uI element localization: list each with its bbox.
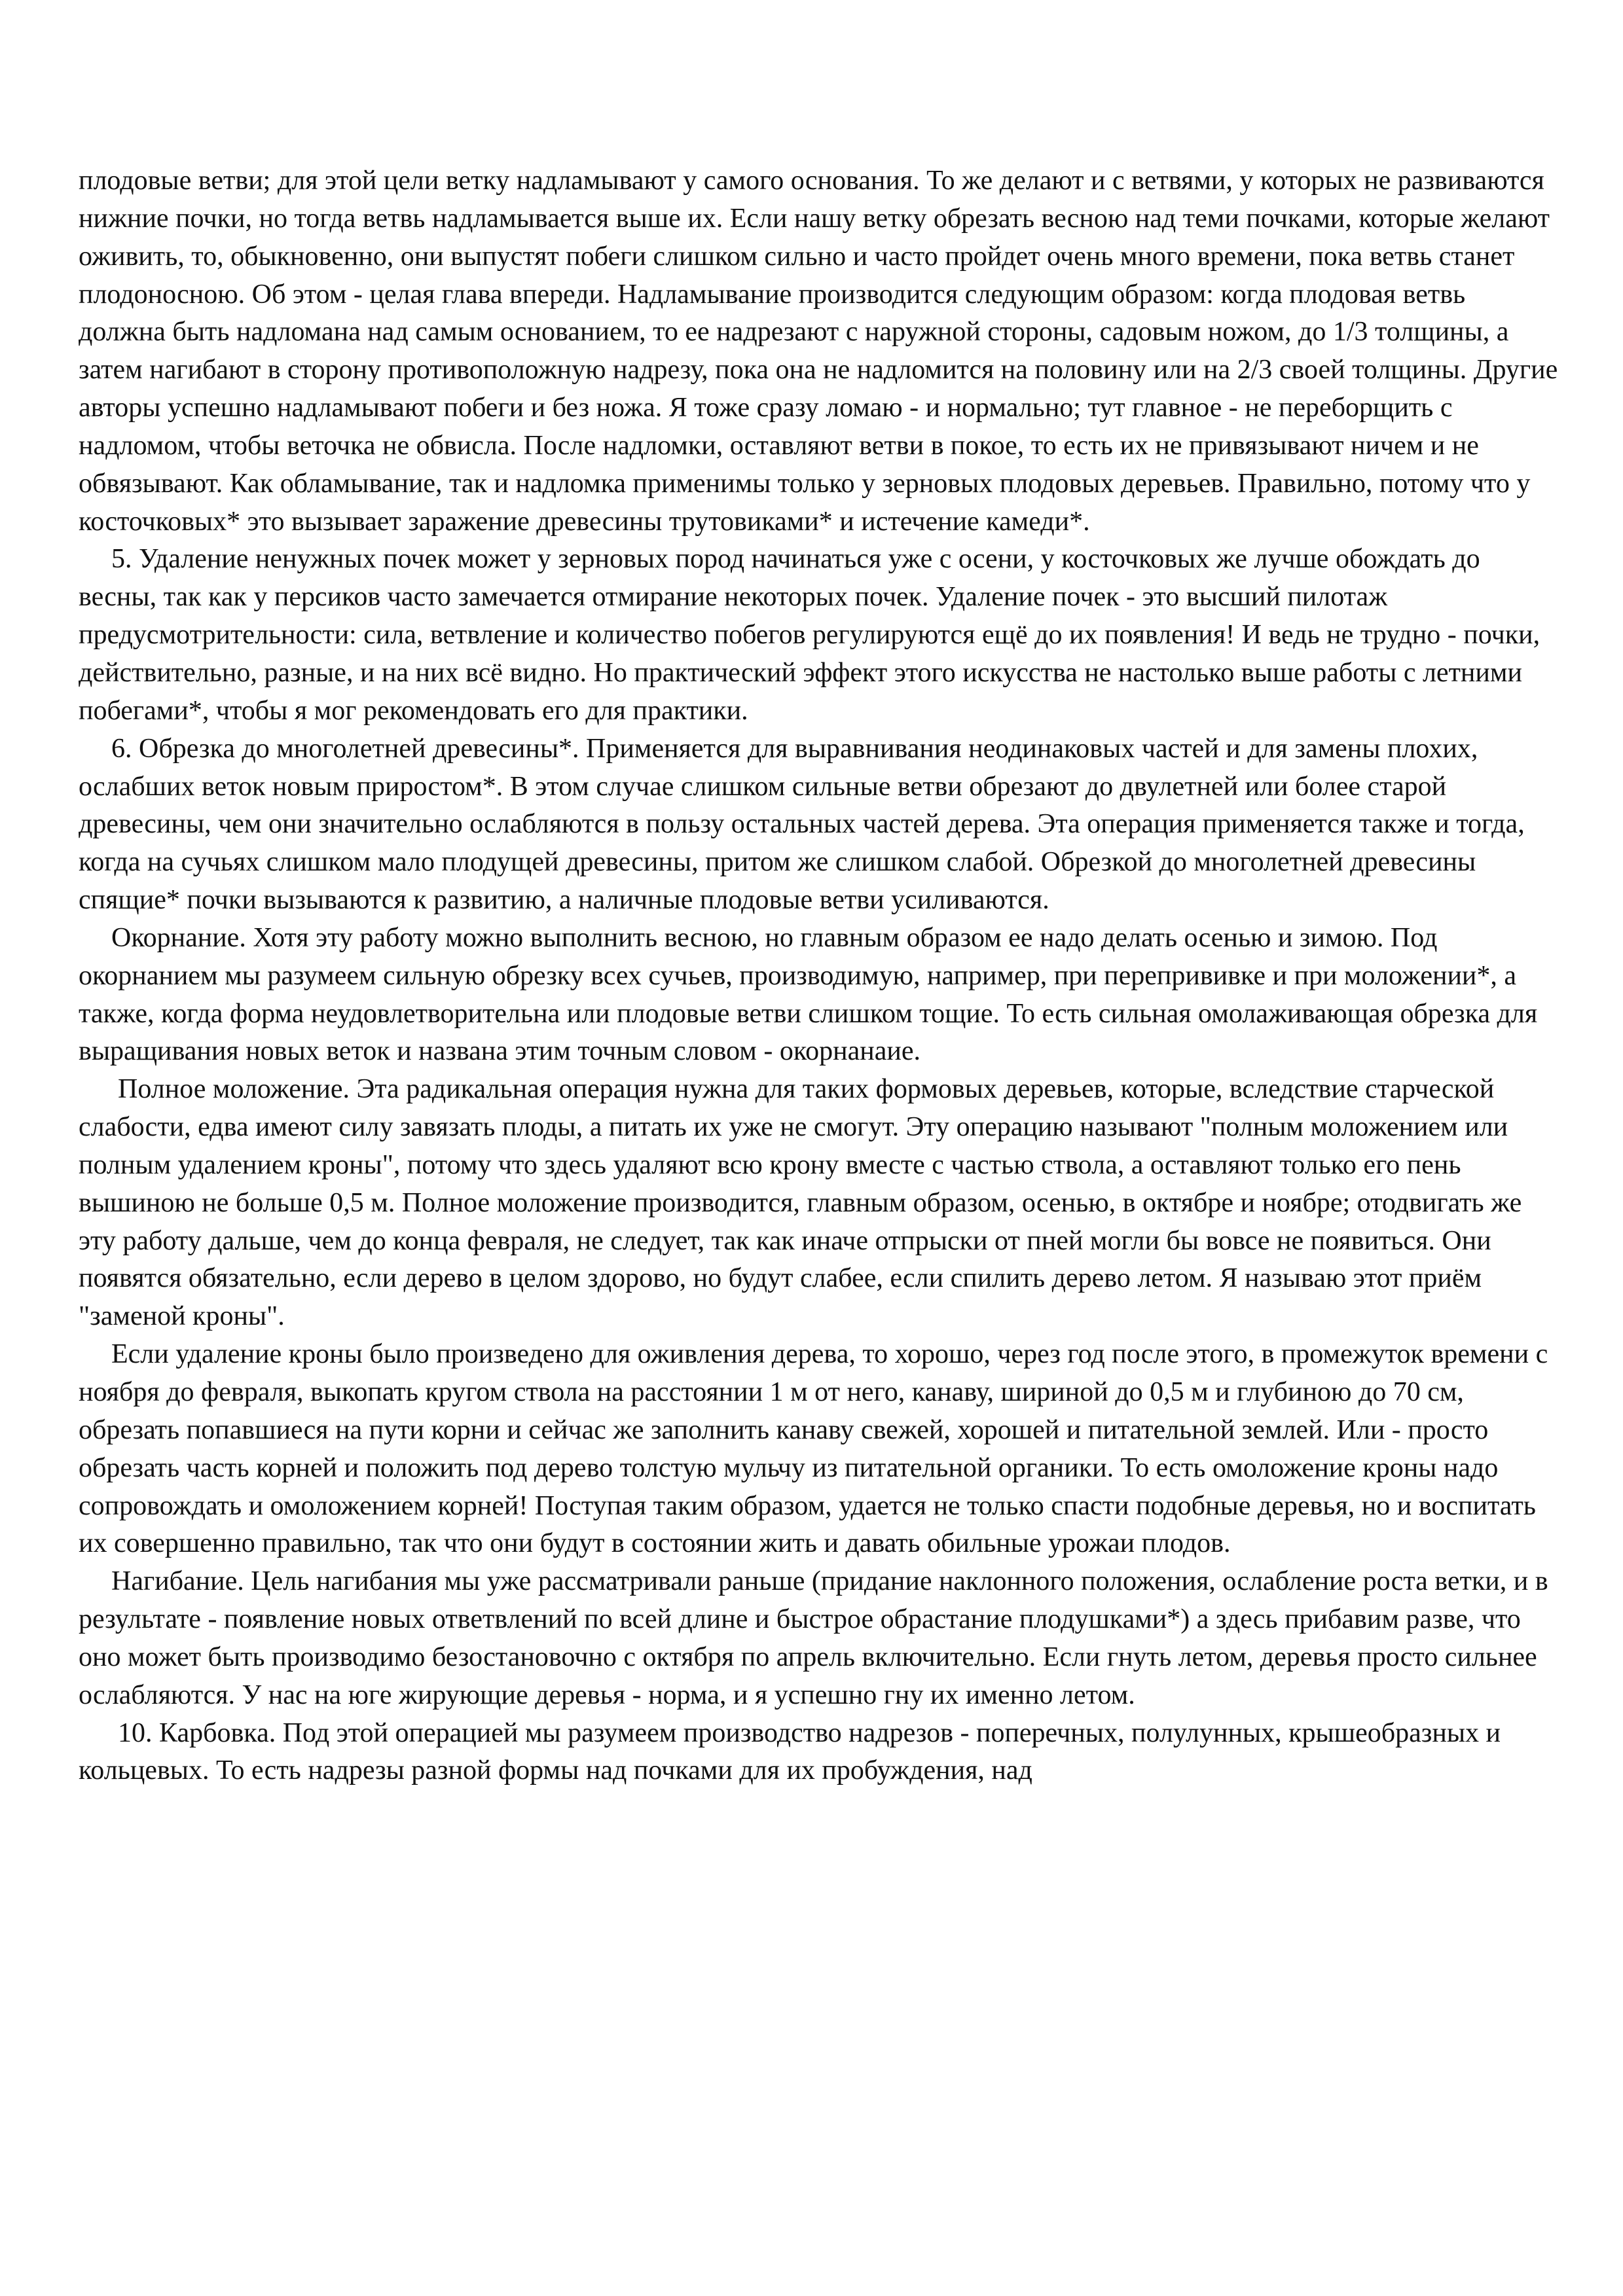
body-text <box>79 162 1558 1790</box>
paragraph-perennial-pruning: 6. Обрезка до многолетней древесины*. Применяется для выравнивания неодинаковых частей и для замены плохих, ослабших веток новым приростом*. В этом случае слишком сильные ветви обрезают до двулетней или более старой древесины, чем они значительно ослабляются в пользу остальных частей дерева. Эта операция применяется также и тогда, когда на сучьях слишком мало плодущей древесины, притом же слишком слабой. Обрезкой до многолетней древесины спящие* почки вызываются к развитию, а наличные плодовые ветви усиливаются. <box>79 733 1525 916</box>
paragraph-root-pruning: Если удаление кроны было произведено для оживления дерева, то хорошо, через год после этого, в промежуток времени с ноября до февраля, выкопать кругом ствола на расстоянии 1 м от него, канаву, шириной до 0,5 м и глубиною до 70 см, обрезать попавшиеся на пути корни и сейчас же заполнить канаву свежей, хорошей и питательной землей. Или - просто обрезать часть корней и положить под дерево толстую мульчу из питательной органики. То есть омоложение кроны надо сопровождать и омоложением корней! Поступая таким образом, удается не только спасти подобные деревья, но и воспитать их совершенно правильно, так что они будут в состоянии жить и давать обильные урожаи плодов. <box>79 1339 1548 1559</box>
paragraph-notching: 10. Карбовка. Под этой операцией мы разумеем производство надрезов - поперечных, полулунных, крышеобразных и кольцевых. То есть надрезы разной формы над почками для их пробуждения, над <box>79 1717 1501 1786</box>
paragraph-bud-removal: 5. Удаление ненужных почек может у зерновых пород начинаться уже с осени, у косточковых же лучше обождать до весны, так как у персиков часто замечается отмирание некоторых почек. Удаление почек - это высший пилотаж предусмотрительности: сила, ветвление и количество побегов регулируются ещё до их появления! И ведь не трудно - почки, действительно, разные, и на них всё видно. Но практический эффект этого искусства не настолько выше работы с летними побегами*, чтобы я мог рекомендовать его для практики. <box>79 544 1541 726</box>
paragraph-full-rejuvenation: Полное моложение. Эта радикальная операция нужна для таких формовых деревьев, которые, вследствие старческой слабости, едва имеют силу завязать плоды, а питать их уже не смогут. Эту операцию называют "полным моложением или полным удалением кроны", потому что здесь удаляют всю крону вместе с частью ствола, а оставляют только его пень вышиною не больше 0,5 м. Полное моложение производится, главным образом, осенью, в октябре и ноябре; отодвигать же эту работу дальше, чем до конца февраля, не следует, так как иначе отпрыски от пней могли бы вовсе не появиться. Они появятся обязательно, если дерево в целом здорово, но будут слабее, если спилить дерево летом. Я называю этот приём "заменой кроны". <box>79 1074 1522 1332</box>
paragraph-heading-back: Окорнание. Хотя эту работу можно выполнить весною, но главным образом ее надо делать осенью и зимою. Под окорнанием мы разумеем сильную обрезку всех сучьев, производимую, например, при перепрививке и при моложении*, а также, когда форма неудовлетворительна или плодовые ветви слишком тощие. То есть сильная омолаживающая обрезка для выращивания новых веток и названа этим точным словом - окорнанаие. <box>79 922 1538 1067</box>
paragraph-continued: плодовые ветви; для этой цели ветку надламывают у самого основания. То же делают и с ветвями, у которых не развиваются нижние почки, но тогда ветвь надламывается выше их. Если нашу ветку обрезать весною над теми почками, которые желают оживить, то, обыкновенно, они выпустят побеги слишком сильно и часто пройдет очень много времени, пока ветвь станет плодоносною. Об этом - целая глава впереди. Надламывание производится следующим образом: когда плодовая ветвь должна быть надломана над самым основанием, то ее надрезают с наружной стороны, садовым ножом, до 1/3 толщины, а затем нагибают в сторону противоположную надрезу, пока она не надломится на половину или на 2/3 своей толщины. Другие авторы успешно надламывают побеги и без ножа. Я тоже сразу ломаю - и нормально; тут главное - не переборщить с надломом, чтобы веточка не обвисла. После надломки, оставляют ветви в покое, то есть их не привязывают ничем и не обвязывают. Как обламывание, так и надломка применимы только у зерновых плодовых деревьев. Правильно, потому что у косточковых* это вызывает заражение древесины трутовиками* и истечение камеди*. <box>79 166 1558 537</box>
paragraph-bending: Нагибание. Цель нагибания мы уже рассматривали раньше (придание наклонного положения, ослабление роста ветки, и в результате - появление новых ответвлений по всей длине и быстрое обрастание плодушками*) а здесь прибавим разве, что оно может быть производимо безостановочно с октября по апрель включительно. Если гнуть летом, деревья просто сильнее ослабляются. У нас на юге жирующие деревья - норма, и я успешно гну их именно летом. <box>79 1566 1548 1710</box>
